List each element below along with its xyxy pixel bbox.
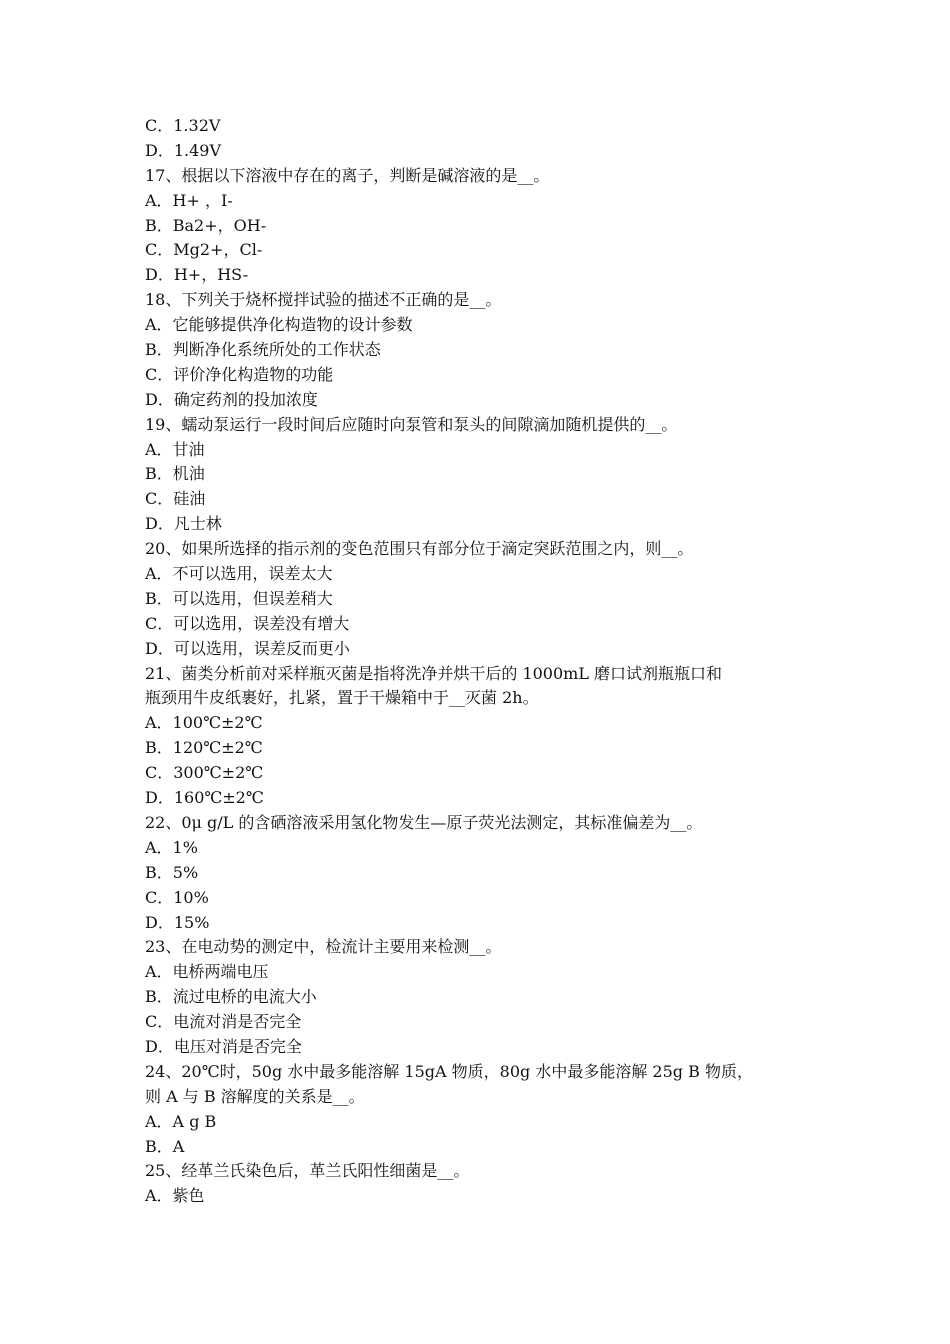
text-line: B．流过电桥的电流大小 [145,987,317,1007]
text-line: C．硅油 [145,489,206,509]
text-line: D．凡士林 [145,514,222,534]
text-line: C．300℃±2℃ [145,763,264,783]
text-line: A．甘油 [145,439,205,459]
text-line: D．1.49V [145,140,222,160]
text-line: 17、根据以下溶液中存在的离子，判断是碱溶液的是__。 [145,165,550,185]
text-line: D．确定药剂的投加浓度 [145,389,318,409]
text-line: D．电压对消是否完全 [145,1036,302,1056]
text-line: B．Ba2+，OH- [145,215,267,235]
text-line: D．可以选用，误差反而更小 [145,638,350,658]
text-line: B．判断净化系统所处的工作状态 [145,340,381,360]
text-line: D．H+，HS- [145,265,249,285]
text-line: A．100℃±2℃ [145,713,263,733]
text-line: 22、0μ g/L 的含硒溶液采用氢化物发生—原子荧光法测定，其标准偏差为__。 [145,812,703,832]
text-line: 24、20℃时，50g 水中最多能溶解 15gA 物质，80g 水中最多能溶解 25g B 物质， [145,1061,753,1081]
text-line: 瓶颈用牛皮纸裹好，扎紧，置于干燥箱中于__灭菌 2h。 [145,688,539,708]
text-line: 则 A 与 B 溶解度的关系是__。 [145,1086,365,1106]
text-line: B．A [145,1136,185,1156]
text-line: A．电桥两端电压 [145,962,269,982]
text-line: A．H+ ，I- [145,190,233,210]
text-line: C．评价净化构造物的功能 [145,364,334,384]
text-line: C．Mg2+，Cl- [145,240,263,260]
text-line: 25、经革兰氏染色后，革兰氏阳性细菌是__。 [145,1161,470,1181]
text-line: 20、如果所选择的指示剂的变色范围只有部分位于滴定突跃范围之内，则__。 [145,539,694,559]
text-line: 21、菌类分析前对采样瓶灭菌是指将洗净并烘干后的 1000mL 磨口试剂瓶瓶口和 [145,663,723,683]
text-line: 18、下列关于烧杯搅拌试验的描述不正确的是__。 [145,290,502,310]
text-line: D．15% [145,912,210,932]
text-line: C．10% [145,887,209,907]
text-line: A．它能够提供净化构造物的设计参数 [145,315,413,335]
text-line: C．1.32V [145,116,221,135]
text-line: C．电流对消是否完全 [145,1012,302,1032]
text-line: A．紫色 [145,1186,205,1206]
text-line: 19、蠕动泵运行一段时间后应随时向泵管和泵头的间隙滴加随机提供的__。 [145,414,678,434]
text-line: 23、在电动势的测定中，检流计主要用来检测__。 [145,937,502,957]
text-line: B．120℃±2℃ [145,738,263,758]
text-line: A．A g B [145,1111,217,1131]
text-line: B．可以选用，但误差稍大 [145,588,333,608]
text-line: A．1% [145,837,198,857]
question-text-block [145,114,825,1209]
text-line: B．机油 [145,464,205,484]
text-line: B．5% [145,862,199,882]
text-line: C．可以选用，误差没有增大 [145,613,350,633]
text-line: D．160℃±2℃ [145,788,264,808]
text-line: A．不可以选用，误差太大 [145,564,333,584]
